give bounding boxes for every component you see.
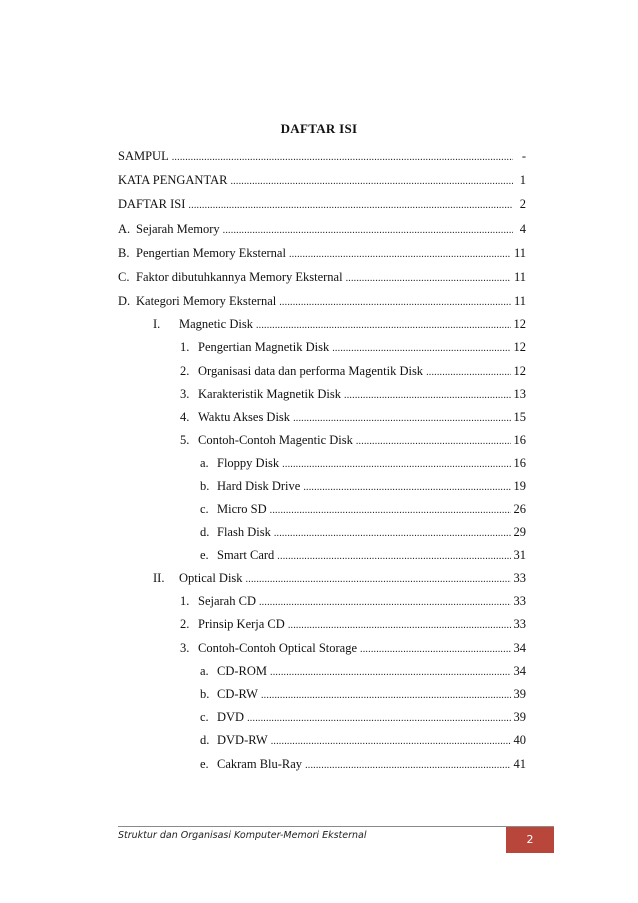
- toc-entry-page: 39: [513, 687, 526, 701]
- toc-entry-label: SAMPUL: [118, 149, 169, 163]
- toc-entry: [118, 172, 526, 190]
- dot-leader: [344, 388, 510, 404]
- toc-entry-page: 15: [513, 410, 526, 424]
- dot-leader: [282, 457, 510, 473]
- dot-leader: [332, 341, 510, 357]
- toc-entry-label: Sejarah Memory: [136, 222, 220, 236]
- toc-entry: [118, 293, 526, 311]
- toc-entry-page: -: [521, 149, 526, 163]
- dot-leader: [346, 271, 511, 287]
- dot-leader: [256, 318, 511, 334]
- toc-entry-label: Organisasi data dan performa Magentik Disk: [198, 364, 424, 378]
- toc-entry-number: C.: [118, 270, 130, 284]
- toc-entry: [118, 269, 526, 287]
- toc-entry-page: 16: [513, 456, 526, 470]
- toc-entry: [180, 432, 526, 450]
- toc-entry-page: 12: [513, 364, 526, 378]
- toc-entry-page: 13: [513, 387, 526, 401]
- toc-entry-label: Smart Card: [217, 548, 275, 562]
- toc-entry-page: 1: [519, 173, 526, 187]
- toc-entry-page: 39: [513, 710, 526, 724]
- toc-entry: [118, 221, 526, 239]
- toc-entry: [200, 547, 526, 565]
- toc-entry-page: 26: [513, 502, 526, 516]
- toc-entry-page: 4: [519, 222, 526, 236]
- toc-entry-number: c.: [200, 710, 209, 724]
- dot-leader: [271, 734, 511, 750]
- toc-entry-label: Karakteristik Magnetik Disk: [198, 387, 342, 401]
- toc-entry-label: Cakram Blu-Ray: [217, 757, 303, 771]
- toc-entry-number: 1.: [180, 594, 190, 608]
- toc-entry-label: Hard Disk Drive: [217, 479, 301, 493]
- toc-entry-page: 16: [513, 433, 526, 447]
- toc-entry: [118, 148, 526, 166]
- toc-entry: [118, 245, 526, 263]
- toc-entry: [200, 756, 526, 774]
- toc-entry-label: KATA PENGANTAR: [118, 173, 228, 187]
- toc-entry-label: DVD-RW: [217, 733, 268, 747]
- toc-entry-label: Sejarah CD: [198, 594, 256, 608]
- toc-entry-label: Faktor dibutuhkannya Memory Eksternal: [136, 270, 343, 284]
- dot-leader: [259, 595, 511, 611]
- toc-entry-number: b.: [200, 687, 210, 701]
- toc-entry: [200, 663, 526, 681]
- toc-entry-page: 33: [513, 594, 526, 608]
- toc-entry: [200, 709, 526, 727]
- toc-entry: [180, 363, 526, 381]
- dot-leader: [230, 174, 513, 190]
- toc-entry: [180, 339, 526, 357]
- toc-entry-number: a.: [200, 664, 209, 678]
- toc-entry-number: 4.: [180, 410, 190, 424]
- toc-entry-number: 3.: [180, 387, 190, 401]
- toc-entry-label: Floppy Disk: [217, 456, 280, 470]
- toc-entry-label: DAFTAR ISI: [118, 197, 186, 211]
- dot-leader: [172, 150, 513, 166]
- toc-entry-page: 11: [513, 246, 526, 260]
- toc-entry-number: c.: [200, 502, 209, 516]
- toc-entry-number: b.: [200, 479, 210, 493]
- dot-leader: [270, 503, 511, 519]
- toc-entry-number: I.: [153, 317, 161, 331]
- toc-entry-number: II.: [153, 571, 165, 585]
- toc-entry-number: 2.: [180, 617, 190, 631]
- toc-entry-label: Pengertian Magnetik Disk: [198, 340, 330, 354]
- toc-entry-page: 40: [513, 733, 526, 747]
- toc-entry-label: Kategori Memory Eksternal: [136, 294, 277, 308]
- dot-leader: [289, 247, 511, 263]
- toc-entry: [180, 616, 526, 634]
- toc-entry-number: 5.: [180, 433, 190, 447]
- toc-entry-number: A.: [118, 222, 131, 236]
- toc-entry-page: 19: [513, 479, 526, 493]
- page-title: DAFTAR ISI: [280, 121, 358, 136]
- toc-entry-number: e.: [200, 757, 209, 771]
- toc-entry-label: Prinsip Kerja CD: [198, 617, 285, 631]
- dot-leader: [261, 688, 511, 704]
- toc-entry-page: 11: [513, 270, 526, 284]
- dot-leader: [246, 572, 511, 588]
- dot-leader: [288, 618, 511, 634]
- dot-leader: [305, 758, 510, 774]
- toc-entry: [200, 524, 526, 542]
- toc-entry-number: a.: [200, 456, 209, 470]
- toc-entry-page: 33: [513, 571, 526, 585]
- toc-entry-page: 31: [513, 548, 526, 562]
- toc-entry-label: Micro SD: [217, 502, 267, 516]
- toc-entry-number: D.: [118, 294, 131, 308]
- dot-leader: [277, 549, 510, 565]
- dot-leader: [356, 434, 511, 450]
- toc-entry-page: 2: [519, 197, 526, 211]
- page-number-badge: 2: [506, 827, 554, 853]
- toc-entry-label: CD-RW: [217, 687, 258, 701]
- toc-entry-page: 41: [513, 757, 526, 771]
- toc-entry: [200, 455, 526, 473]
- toc-entry-number: 3.: [180, 641, 190, 655]
- toc-entry: [180, 640, 526, 658]
- toc-entry-number: 2.: [180, 364, 190, 378]
- toc-entry-page: 33: [513, 617, 526, 631]
- toc-entry: [153, 316, 526, 334]
- toc-entry: [153, 570, 526, 588]
- dot-leader: [303, 480, 510, 496]
- toc-entry-page: 29: [513, 525, 526, 539]
- toc-entry-number: 1.: [180, 340, 190, 354]
- toc-entry-label: Magnetic Disk: [179, 317, 253, 331]
- toc-entry: [118, 196, 526, 214]
- dot-leader: [426, 365, 510, 381]
- toc-entry: [200, 478, 526, 496]
- toc-entry: [200, 686, 526, 704]
- dot-leader: [274, 526, 511, 542]
- toc-entry-label: Waktu Akses Disk: [198, 410, 291, 424]
- toc-entry-page: 12: [513, 317, 526, 331]
- toc-entry: [180, 409, 526, 427]
- toc-entry-label: CD-ROM: [217, 664, 268, 678]
- toc-entry: [200, 732, 526, 750]
- toc-entry-number: e.: [200, 548, 209, 562]
- toc-entry-label: Optical Disk: [179, 571, 243, 585]
- toc-entry-label: Pengertian Memory Eksternal: [136, 246, 286, 260]
- dot-leader: [279, 295, 511, 311]
- toc-entry-number: d.: [200, 525, 210, 539]
- toc-entry: [180, 593, 526, 611]
- footer-divider: [118, 826, 554, 827]
- toc-entry: [180, 386, 526, 404]
- dot-leader: [247, 711, 510, 727]
- toc-entry-page: 11: [513, 294, 526, 308]
- dot-leader: [188, 198, 513, 214]
- footer-text: Struktur dan Organisasi Komputer-Memori Eksternal: [118, 830, 367, 841]
- dot-leader: [223, 223, 513, 239]
- dot-leader: [293, 411, 510, 427]
- toc-entry: [200, 501, 526, 519]
- dot-leader: [360, 642, 510, 658]
- toc-entry-number: B.: [118, 246, 130, 260]
- toc-entry-number: d.: [200, 733, 210, 747]
- toc-entry-label: Flash Disk: [217, 525, 271, 539]
- toc-entry-page: 12: [513, 340, 526, 354]
- toc-entry-label: Contoh-Contoh Optical Storage: [198, 641, 358, 655]
- dot-leader: [270, 665, 510, 681]
- toc-entry-page: 34: [513, 641, 526, 655]
- toc-entry-label: Contoh-Contoh Magentic Disk: [198, 433, 353, 447]
- toc-entry-label: DVD: [217, 710, 245, 724]
- toc-entry-page: 34: [513, 664, 526, 678]
